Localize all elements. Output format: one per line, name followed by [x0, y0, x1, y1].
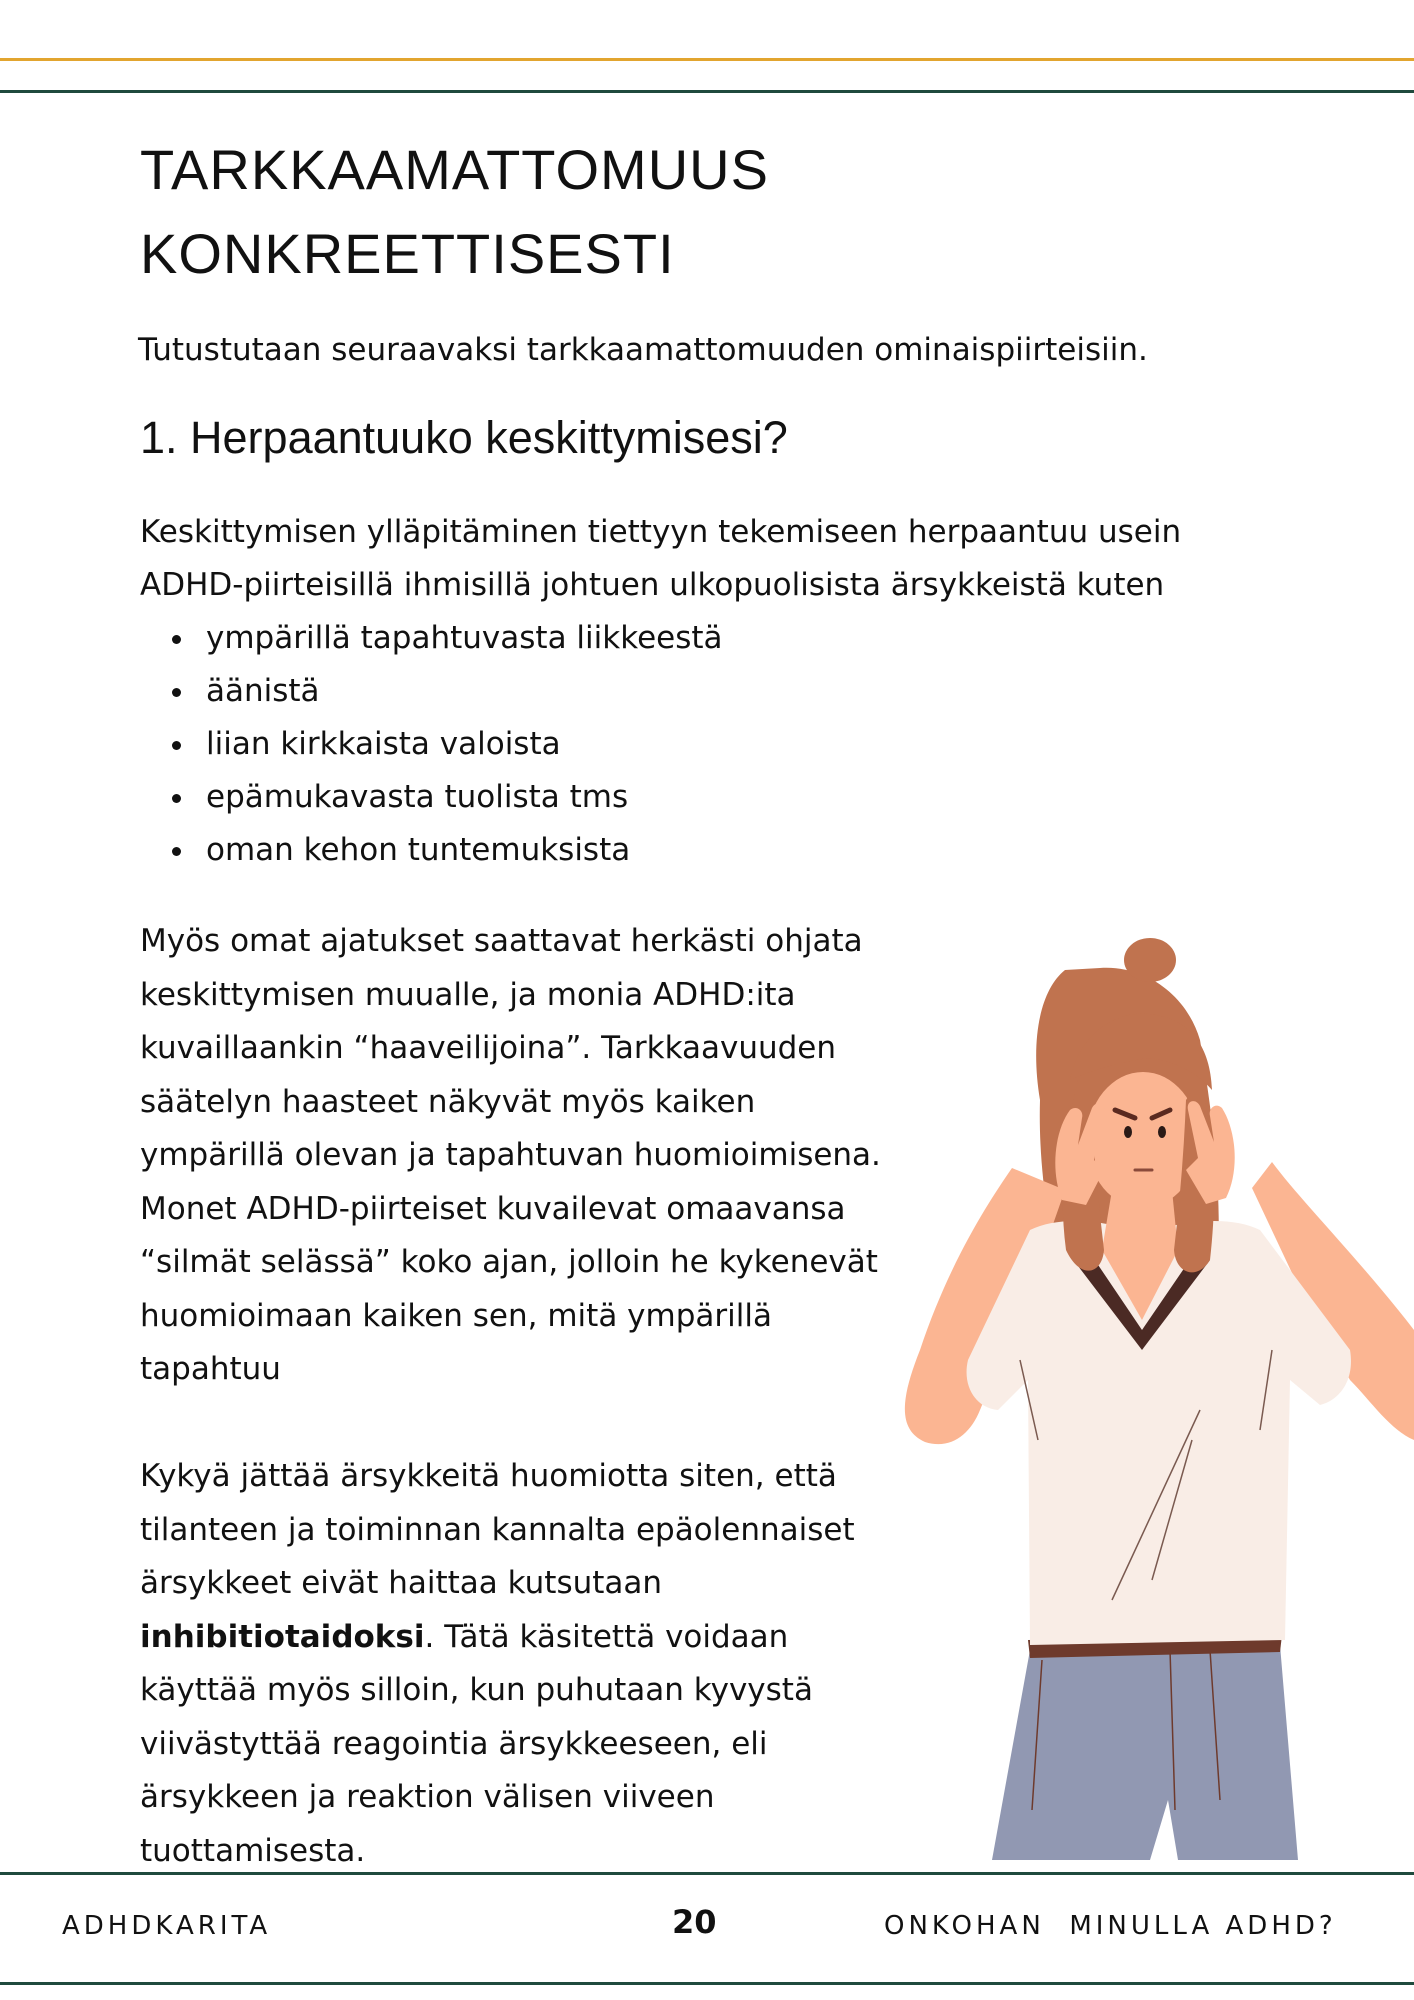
paragraph-line: tilanteen ja toiminnan kannalta epäolennaiset — [140, 1511, 855, 1548]
paragraph-line: viivästyttää reagointia ärsykkeeseen, eli — [140, 1725, 768, 1762]
footer-green-rule — [0, 1872, 1414, 1875]
title-line-2: KONKREETTISESTI — [140, 222, 675, 285]
paragraph-line: Keskittymisen ylläpitäminen tiettyyn tekemiseen herpaantuu usein — [140, 514, 1182, 550]
paragraph-line: tapahtuu — [140, 1351, 281, 1387]
paragraph-line: Monet ADHD-piirteiset kuvailevat omaavansa — [140, 1190, 846, 1227]
paragraph-line: käyttää myös silloin, kun puhutaan kyvystä — [140, 1672, 813, 1708]
right-eye — [1158, 1126, 1166, 1138]
inhibition-paragraph — [140, 1450, 940, 1878]
section-subheading: 1. Herpaantuuko keskittymisesi? — [140, 412, 788, 463]
top-gold-rule — [0, 58, 1414, 61]
list-item: oman kehon tuntemuksista — [140, 824, 723, 877]
top-green-rule — [0, 90, 1414, 93]
paragraph-line: ärsykkeet eivät haittaa kutsutaan — [140, 1565, 663, 1601]
stressed-woman-illustration — [880, 930, 1414, 1870]
paragraph-line: Kykyä jättää ärsykkeitä huomiotta siten, että — [140, 1458, 837, 1494]
paragraph-line: kuvaillaankin “haaveilijoina”. Tarkkaavuuden — [140, 1030, 837, 1066]
title-line-1: TARKKAAMATTOMUUS — [140, 138, 769, 201]
list-item: ympärillä tapahtuvasta liikkeestä — [140, 612, 723, 665]
footer-brand: ADHDKARITA — [62, 1911, 272, 1941]
stimuli-list — [140, 612, 723, 877]
bold-term: inhibitiotaidoksi — [140, 1618, 425, 1655]
paragraph-line: ADHD-piirteisillä ihmisillä johtuen ulkopuolisista ärsykkeistä kuten — [140, 567, 1165, 603]
paragraph-line: ympärillä olevan ja tapahtuvan huomioimisena. — [140, 1137, 881, 1173]
paragraph-line: “silmät selässä” koko ajan, jolloin he kykenevät — [140, 1244, 878, 1280]
list-item: liian kirkkaista valoista — [140, 718, 723, 771]
paragraph-line: keskittymisen muualle, ja monia ADHD:ita — [140, 976, 796, 1013]
paragraph-line: tuottamisesta. — [140, 1832, 366, 1869]
footer-book-title: ONKOHAN MINULLA ADHD? — [884, 1911, 1337, 1941]
intro-text: Tutustutaan seuraavaksi tarkkaamattomuuden ominaispiirteisiin. — [138, 332, 1148, 368]
paragraph-line: huomioimaan kaiken sen, mitä ympärillä — [140, 1297, 772, 1334]
paragraph-line: säätelyn haasteet näkyvät myös kaiken — [140, 1083, 756, 1120]
paragraph-line-rest: . Tätä käsitettä voidaan — [424, 1618, 789, 1655]
paragraph-line: Myös omat ajatukset saattavat herkästi ohjata — [140, 923, 863, 959]
paragraph-line — [140, 1611, 940, 1665]
page-number: 20 — [672, 1903, 717, 1941]
left-eye — [1124, 1126, 1132, 1138]
bottom-green-rule — [0, 1982, 1414, 1985]
page-title — [140, 128, 769, 296]
hair-bun — [1124, 938, 1176, 982]
list-item: epämukavasta tuolista tms — [140, 771, 723, 824]
list-item: äänistä — [140, 665, 723, 718]
paragraph-line: ärsykkeen ja reaktion välisen viiveen — [140, 1779, 715, 1815]
daydreamer-paragraph — [140, 915, 940, 1397]
shorts — [992, 1645, 1298, 1860]
distraction-paragraph — [140, 506, 1360, 612]
